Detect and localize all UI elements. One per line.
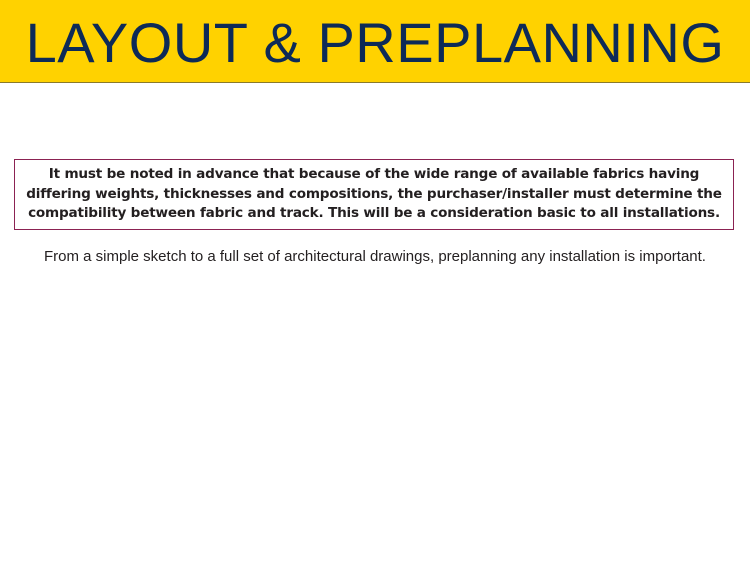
notice-line-3: compatibility between fabric and track. This will be a consideration basic to all installations. xyxy=(28,205,720,222)
page-title: LAYOUT & PREPLANNING xyxy=(25,11,725,74)
intro-paragraph: From a simple sketch to a full set of architectural drawings, preplanning any installation is important. xyxy=(44,248,706,265)
header-banner xyxy=(0,0,750,83)
notice-box xyxy=(14,159,734,230)
notice-line-2: differing weights, thicknesses and compositions, the purchaser/installer must determine the xyxy=(26,185,722,202)
notice-text xyxy=(26,165,722,224)
notice-line-1: It must be noted in advance that because of the wide range of available fabrics having xyxy=(48,166,700,183)
